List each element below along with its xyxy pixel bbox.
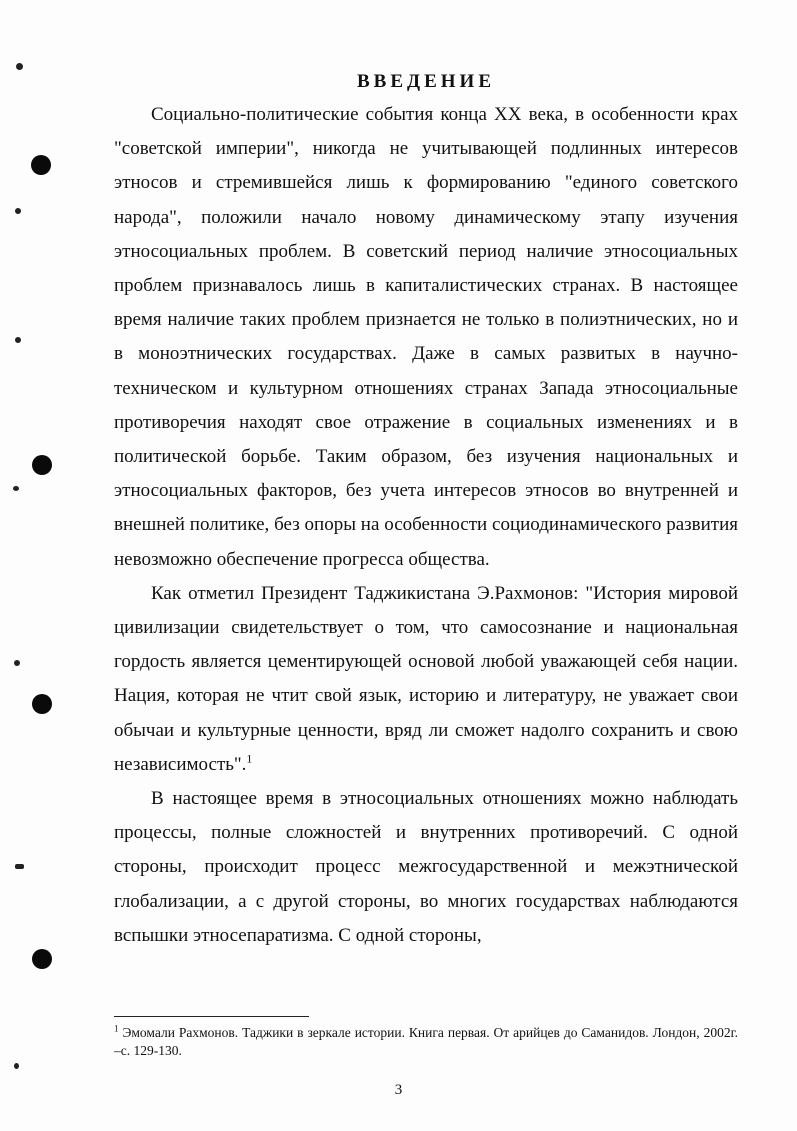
footnote-text: Эмомали Рахмонов. Таджики в зеркале истории. Книга первая. От арийцев до Саманидов. Лондон, 2002г. –с. 129-130. [114, 1025, 738, 1058]
scan-speck [16, 63, 23, 70]
paragraph-2 [114, 577, 738, 782]
footnote-marker: 1 [114, 1023, 119, 1034]
page-title: ВВЕДЕНИЕ [357, 71, 495, 92]
binder-hole [31, 155, 51, 175]
document-body [114, 98, 738, 953]
scan-speck [15, 208, 21, 214]
scan-speck [14, 660, 20, 666]
scan-speck [15, 864, 24, 869]
paragraph-3: В настоящее время в этносоциальных отношениях можно наблюдать процессы, полные сложностей и внутренних противоречий. С одной стороны, происходит процесс межгосударственной и межэтнической глобализации, а с другой стороны, во многих государствах наблюдаются вспышки этносепаратизма. С одной стороны, [114, 788, 738, 946]
scan-speck [15, 337, 21, 343]
footnote-divider [114, 1016, 309, 1017]
binder-hole [32, 949, 52, 969]
binder-hole [32, 455, 52, 475]
binder-hole [32, 694, 52, 714]
paragraph-2-text: Как отметил Президент Таджикистана Э.Рахмонов: "История мировой цивилизации свидетельствует о том, что самосознание и национальная гордость является цементирующей основой любой уважающей себя нации. Нация, которая не чтит свой язык, историю и литературу, не уважает свои обычаи и культурные ценности, вряд ли сможет надолго сохранить и свою независимость". [114, 582, 738, 775]
footnote [114, 1024, 738, 1060]
scan-speck [14, 1063, 19, 1069]
scan-speck [13, 486, 19, 491]
page-number: 3 [394, 1082, 403, 1098]
paragraph-1: Социально-политические события конца XX века, в особенности крах "советской империи", никогда не учитывающей подлинных интересов этносов и стремившейся лишь к формированию "единого советского народа", положили начало новому динамическому этапу изучения этносоциальных проблем. В советский период наличие этносоциальных проблем признавалось лишь в капиталистических странах. В настоящее время наличие таких проблем признается не только в полиэтнических, но и в моноэтнических государствах. Даже в самых развитых в научно-техническом и культурном отношениях странах Запада этносоциальные противоречия находят свое отражение в социальных изменениях и в политической борьбе. Таким образом, без изучения национальных и этносоциальных факторов, без учета интересов этносов во внутренней и внешней политике, без опоры на особенности социодинамического развития невозможно обеспечение прогресса общества. [114, 104, 738, 570]
footnote-reference[interactable]: 1 [246, 751, 253, 766]
